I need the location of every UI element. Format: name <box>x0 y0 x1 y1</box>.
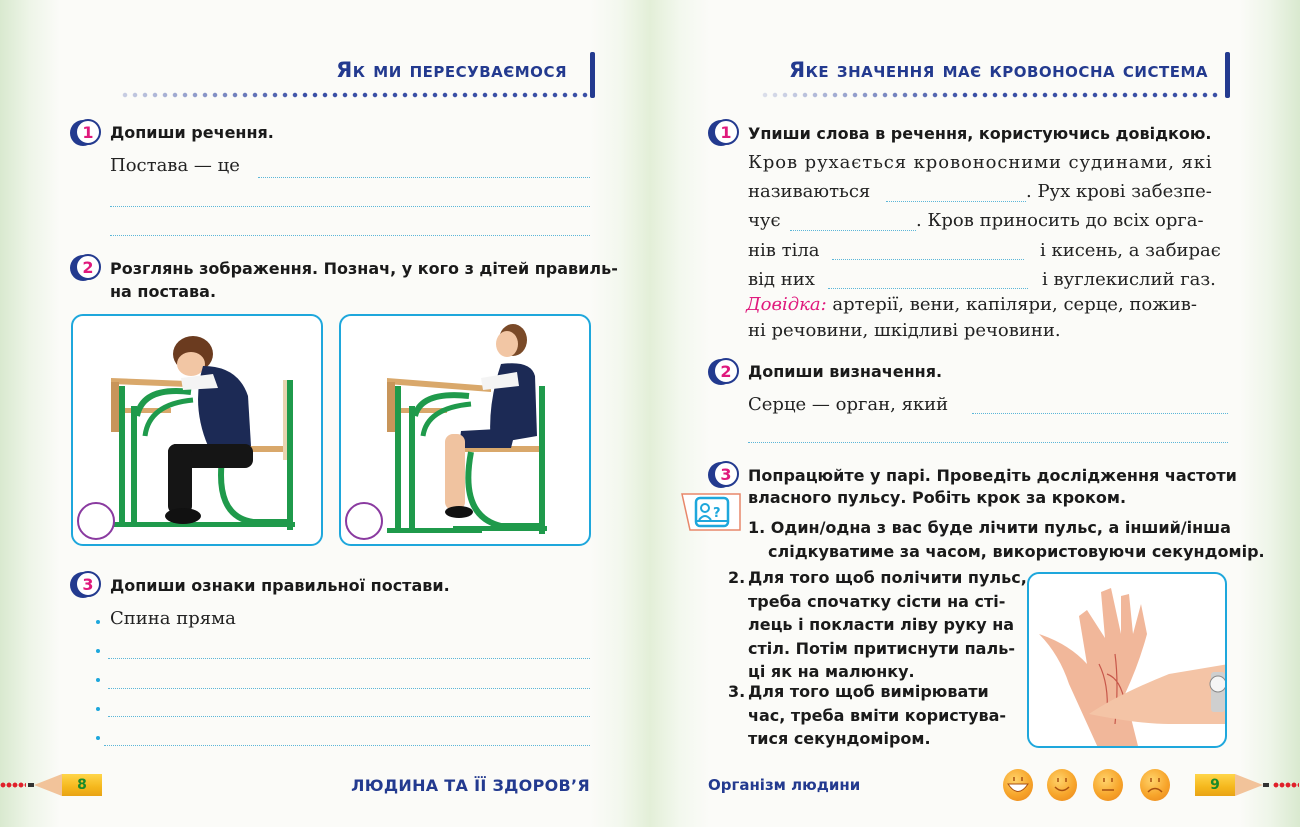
footer-section-title: Організм людини <box>708 776 861 794</box>
task-number-badge: 1 <box>70 118 100 148</box>
photo-girl-correct-posture <box>339 314 591 546</box>
task-title-line: Попрацюйте у парі. Проведіть дослідження частоти <box>748 466 1237 485</box>
answer-line[interactable] <box>972 413 1228 414</box>
bullet <box>96 736 100 740</box>
task-number-badge: 1 <box>708 118 738 148</box>
answer-mark-circle[interactable] <box>345 502 383 540</box>
task-title: Упиши слова в речення, користуючись довідкою. <box>748 124 1212 143</box>
hint-words: артерії, вени, капіляри, серце, пожив- <box>832 294 1197 315</box>
step-1 <box>748 516 1231 540</box>
sentence-prompt: Постава — це <box>110 155 240 176</box>
bullet-text: Спина пряма <box>110 608 236 629</box>
step-2-text: Для того щоб полічити пульс, треба спочатку сісти на сті- лець і покласти ліву руку на стіл. Потім притиснути паль- ці як на малюнку. <box>748 568 1027 681</box>
answer-line[interactable] <box>108 658 590 659</box>
hint-line <box>746 294 1197 315</box>
page-number: 8 <box>62 774 102 796</box>
wrist-pulse-illustration <box>1029 574 1227 748</box>
header-dotted-rule <box>760 92 1222 98</box>
answer-blank[interactable] <box>886 201 1026 202</box>
answer-line[interactable] <box>258 177 590 178</box>
step-number: 2. <box>728 568 746 587</box>
answer-line[interactable] <box>108 688 590 689</box>
step-3-text: Для того щоб вимірювати час, треба вміти користува- тися секундоміром. <box>748 682 1007 748</box>
pencil-dots <box>0 782 26 788</box>
answer-mark-circle[interactable] <box>77 502 115 540</box>
svg-text:?: ? <box>713 506 721 521</box>
page-number-pencil <box>0 774 110 796</box>
header-bar <box>590 52 595 98</box>
sentence-part: . Кров приносить до всіх орга- <box>916 210 1204 231</box>
page-header <box>110 52 600 102</box>
neutral-face-icon[interactable] <box>1093 769 1123 801</box>
page-title: Яке значення має кровоносна система <box>788 58 1208 82</box>
sentence-line: Кров рухається кровоносними судинами, які <box>748 152 1213 173</box>
step-number: 1. <box>748 518 766 537</box>
photo-pulse-measurement <box>1027 572 1227 748</box>
sad-face-icon[interactable] <box>1140 769 1170 801</box>
task-number-badge: 2 <box>70 253 100 283</box>
pencil-dots <box>1273 782 1299 788</box>
bullet <box>96 649 100 653</box>
laughing-face-icon[interactable] <box>1003 769 1033 801</box>
task-title-line: Розглянь зображення. Познач, у кого з дітей правиль- <box>110 259 618 278</box>
answer-line[interactable] <box>108 716 590 717</box>
sentence-prompt: Серце — орган, який <box>748 394 949 415</box>
task-title-line: на постава. <box>110 282 217 301</box>
step-text: Один/одна з вас буде лічити пульс, а інший/інша <box>770 518 1231 537</box>
sentence-part: чує <box>748 210 781 231</box>
page-number-pencil <box>1195 774 1300 796</box>
page-header <box>730 52 1230 102</box>
step-1-continued: слідкуватиме за часом, використовуючи секундомір. <box>768 542 1265 561</box>
answer-blank[interactable] <box>828 288 1028 289</box>
task-title: Допиши визначення. <box>748 362 943 381</box>
answer-blank[interactable] <box>832 259 1024 260</box>
hint-line: ні речовини, шкідливі речовини. <box>748 320 1061 341</box>
task-number-badge: 3 <box>70 570 100 600</box>
task-title: Допиши речення. <box>110 123 274 142</box>
answer-line[interactable] <box>110 206 590 207</box>
pair-work-icon <box>680 492 742 532</box>
step-3 <box>728 680 745 704</box>
bullet <box>96 620 100 624</box>
sentence-part: . Рух крові забезпе- <box>1026 181 1212 202</box>
task-title-line: власного пульсу. Робіть крок за кроком. <box>748 488 1127 507</box>
header-dotted-rule <box>120 92 588 98</box>
answer-blank[interactable] <box>790 230 916 231</box>
right-page <box>650 0 1300 827</box>
sentence-part: нів тіла <box>748 240 820 261</box>
photo-boy-incorrect-posture <box>71 314 323 546</box>
step-2 <box>728 566 745 590</box>
answer-line[interactable] <box>110 235 590 236</box>
footer-section-title: ЛЮДИНА ТА ЇЇ ЗДОРОВ’Я <box>351 776 590 795</box>
sentence-part: від них <box>748 269 815 290</box>
page-title: Як ми пересуваємося <box>336 58 567 82</box>
task-number-badge: 2 <box>708 357 738 387</box>
sentence-part: називаються <box>748 181 871 202</box>
bullet <box>96 678 100 682</box>
sentence-part: і кисень, а забирає <box>1040 240 1221 261</box>
answer-line[interactable] <box>748 442 1228 443</box>
bullet <box>96 707 100 711</box>
sentence-part: і вуглекислий газ. <box>1042 269 1216 290</box>
smiling-face-icon[interactable] <box>1047 769 1077 801</box>
answer-line[interactable] <box>104 745 590 746</box>
header-bar <box>1225 52 1230 98</box>
hint-label: Довідка: <box>746 294 827 315</box>
task-title: Допиши ознаки правильної постави. <box>110 576 450 595</box>
step-number: 3. <box>728 682 746 701</box>
page-number: 9 <box>1195 774 1235 796</box>
task-number-badge: 3 <box>708 460 738 490</box>
